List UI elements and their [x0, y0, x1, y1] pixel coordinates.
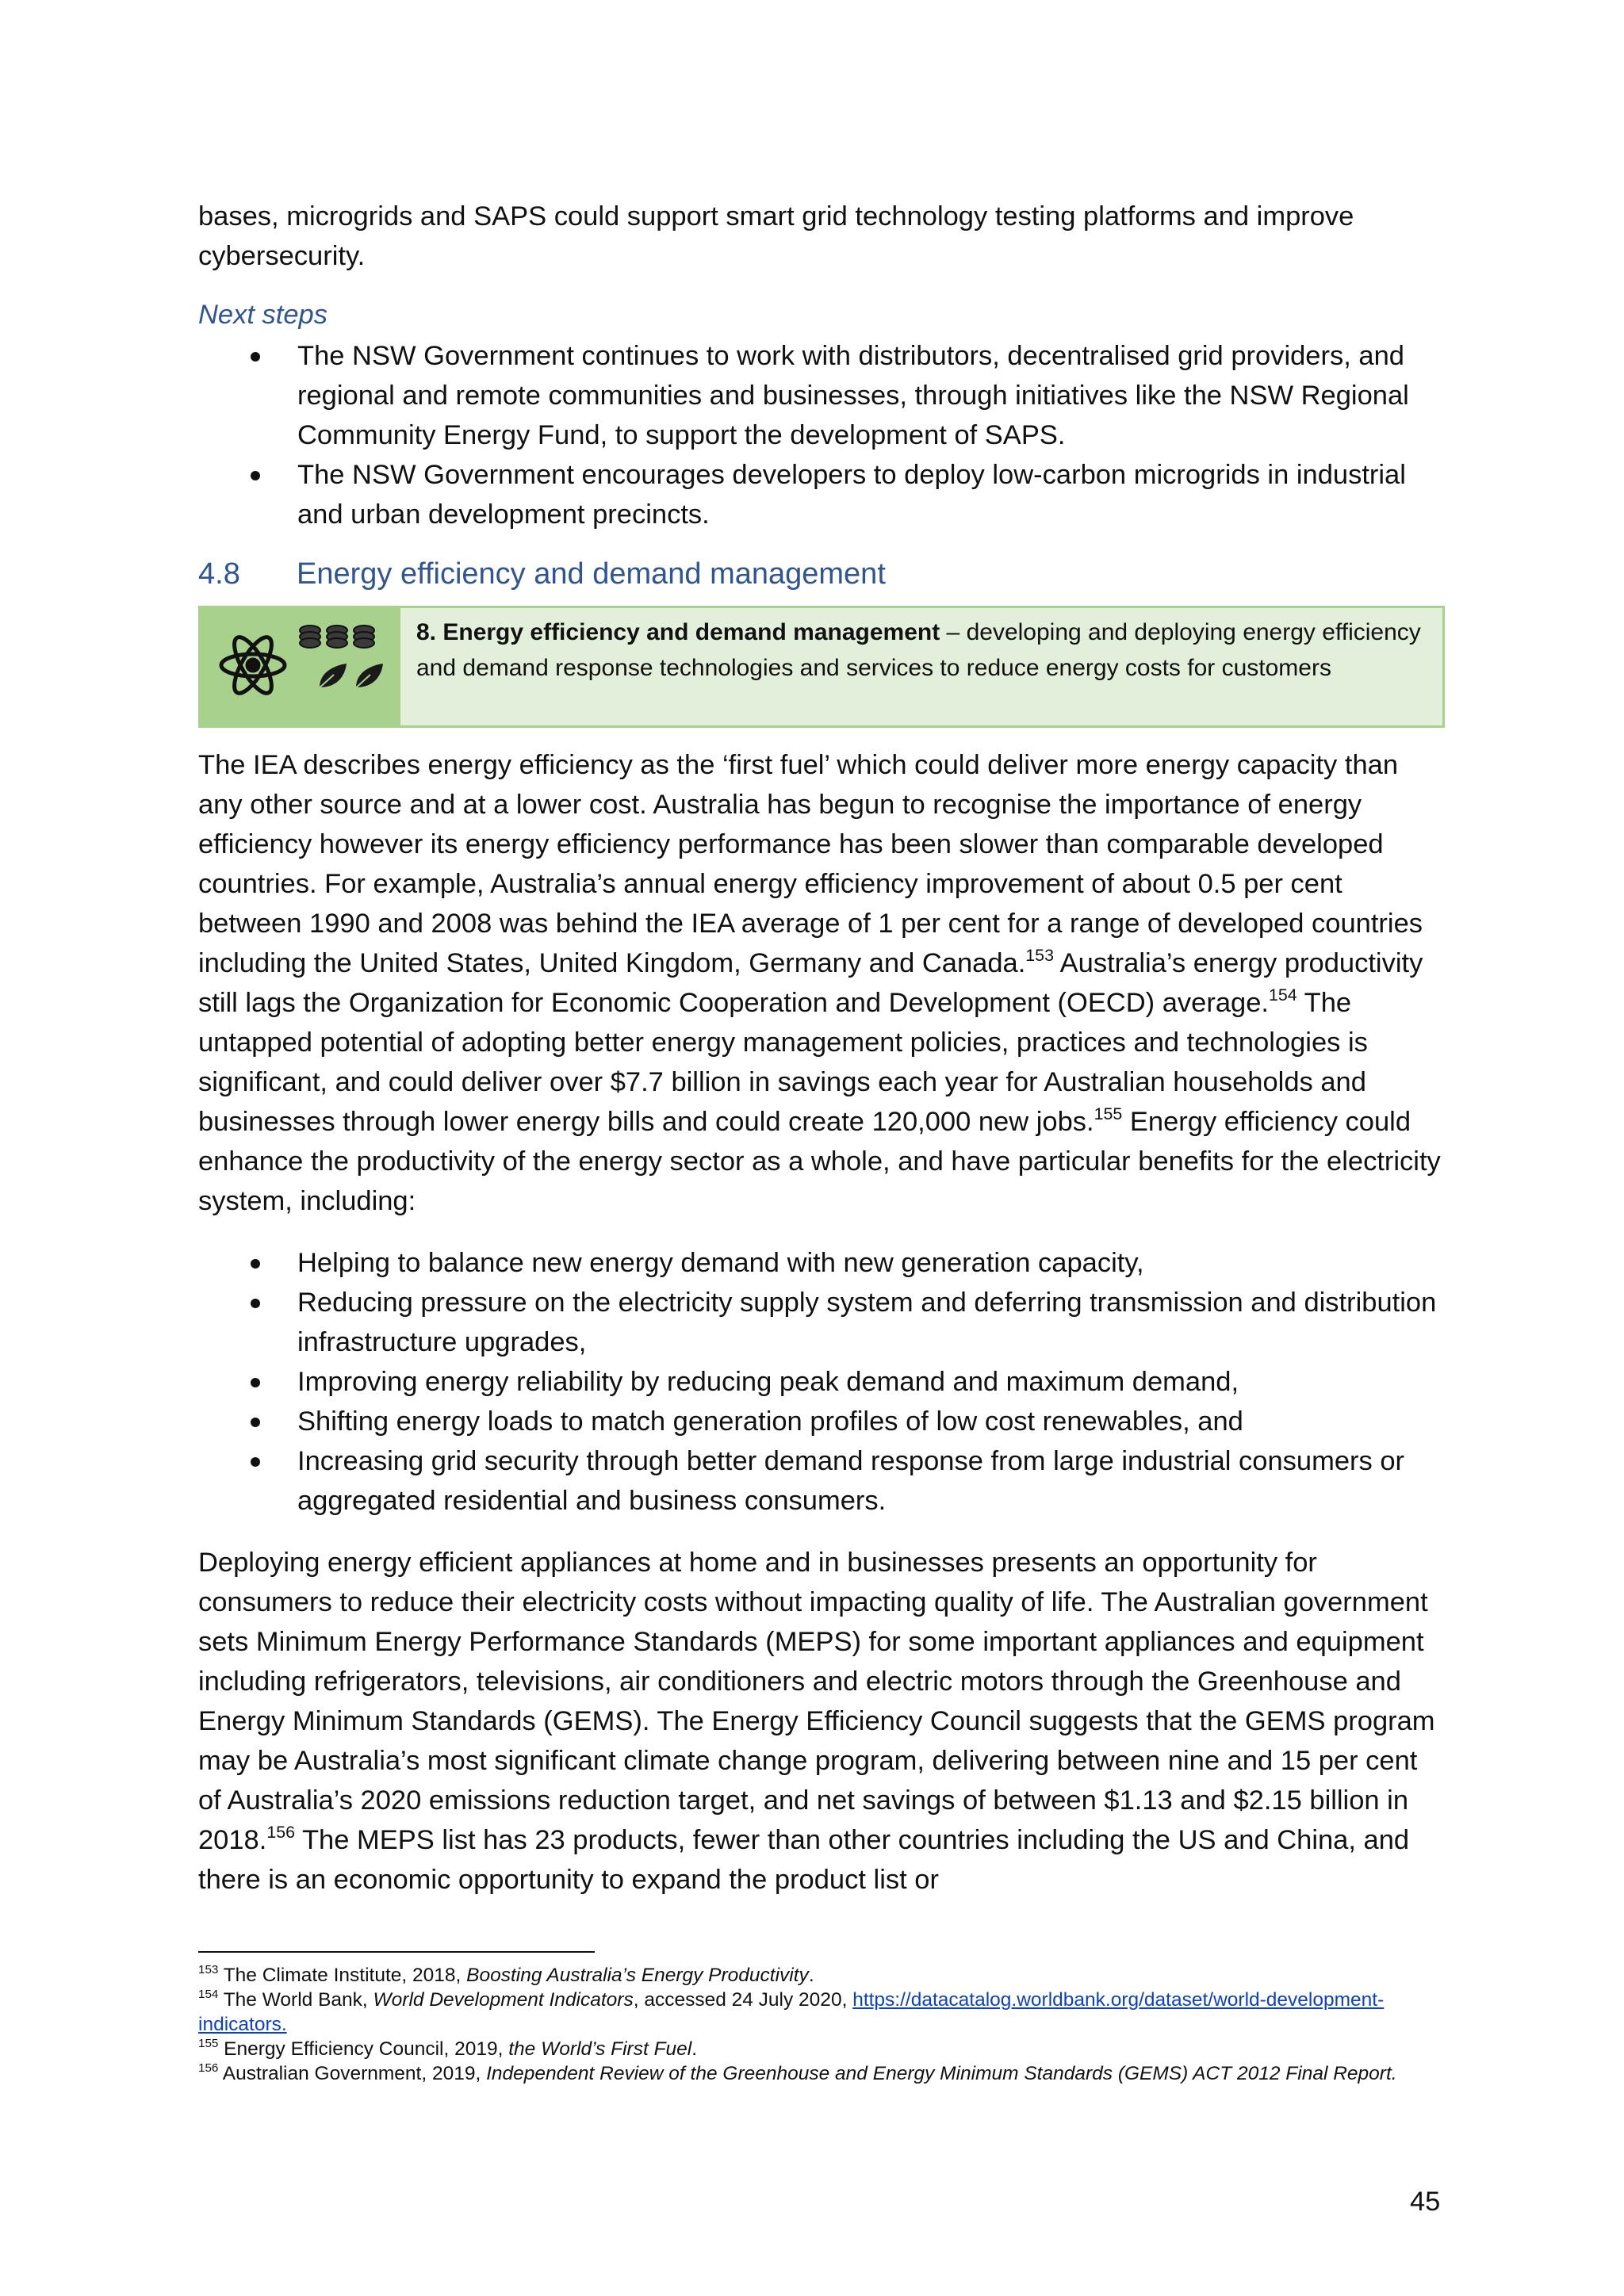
- section-heading: [198, 552, 1445, 596]
- bullet-icon: [251, 1418, 260, 1427]
- bullet-icon: [251, 1457, 260, 1467]
- footnote-ref[interactable]: 156: [266, 1823, 296, 1843]
- section-title: Energy efficiency and demand management: [297, 557, 886, 591]
- coins-icon: [300, 626, 374, 648]
- footnote-154: $^{154}$ The World Bank, World Development Indicators, accessed 24 July 2020, https://datacatalog.worldbank.org/dataset/world-development-indicators.: [198, 1988, 1385, 2035]
- callout-icons-svg: [201, 608, 400, 725]
- intro-continuation: bases, microgrids and SAPS could support smart grid technology testing platforms and improve cybersecurity.: [198, 201, 1354, 271]
- footnote-153: $^{153}$ The Climate Institute, 2018, Boosting Australia’s Energy Productivity.: [198, 1963, 814, 1986]
- bullet-icon: [251, 471, 260, 480]
- priority-callout: [198, 606, 1445, 728]
- bullet-icon: [251, 1259, 260, 1269]
- page-content: [198, 197, 1445, 1900]
- callout-rest: – developing and deploying energy efficiency and demand response technologies and services to reduce energy costs for customers: [416, 619, 1421, 681]
- list-item: Shifting energy loads to match generation profiles of low cost renewables, and: [198, 1402, 1445, 1441]
- callout-text: [400, 608, 1442, 725]
- footnotes: [198, 1963, 1451, 2086]
- footnote-ref[interactable]: 154: [1269, 985, 1297, 1005]
- next-steps-list: [198, 336, 1445, 534]
- footnote-156: $^{156}$ Australian Government, 2019, Independent Review of the Greenhouse and Energy Minimum Standards (GEMS) ACT 2012 Final Report.: [198, 2061, 1397, 2084]
- list-item: Helping to balance new energy demand with new generation capacity,: [198, 1243, 1445, 1283]
- spacer: [198, 1521, 1445, 1543]
- paragraph-first-fuel: The IEA describes energy efficiency as the ‘first fuel’ which could deliver more energy capacity than any other source and at a lower cost. Australia has begun to recognise the importance of energy efficiency however its energy efficiency performance has been slower than comparable developed countries. For example, Australia’s annual energy efficiency improvement of about 0.5 per cent between 1990 and 2008 was behind the IEA average of 1 per cent for a range of developed countries including the United States, United Kingdom, Germany and Canada.$^{153}$ Australia’s energy productivity still lags the Organization for Economic Cooperation and Development (OECD) average.$^{154}$ The untapped potential of adopting better energy management policies, practices and technologies is significant, and could deliver over $7.7 billion in savings each year for Australian households and businesses through lower energy bills and could create 120,000 new jobs.$^{155}$ Energy efficiency could enhance the productivity of the energy sector as a whole, and have particular benefits for the electricity system, including:: [198, 750, 1441, 1216]
- list-item: The NSW Government encourages developers to deploy low-carbon microgrids in industrial and urban development precincts.: [198, 455, 1445, 534]
- list-item: Reducing pressure on the electricity supply system and deferring transmission and distribution infrastructure upgrades,: [198, 1283, 1445, 1362]
- list-item: Improving energy reliability by reducing peak demand and maximum demand,: [198, 1362, 1445, 1402]
- bullet-icon: [251, 1299, 260, 1308]
- list-item: The NSW Government continues to work with distributors, decentralised grid providers, and regional and remote communities and businesses, through initiatives like the NSW Regional Community Energy Fund, to support the development of SAPS.: [198, 336, 1445, 455]
- callout-icon-panel: [201, 608, 400, 725]
- world-bank-link[interactable]: https://datacatalog.worldbank.org/dataset/world-development-indicators.: [198, 1989, 1385, 2035]
- list-item: Increasing grid security through better demand response from large industrial consumers or aggregated residential and business consumers.: [198, 1441, 1445, 1521]
- benefits-list: [198, 1243, 1445, 1521]
- spacer: [198, 1221, 1445, 1243]
- section-number: 4.8: [198, 557, 240, 591]
- bullet-icon: [251, 352, 260, 362]
- leaf-icon: [316, 664, 383, 691]
- callout-bold: 8. Energy efficiency and demand management: [416, 619, 940, 645]
- next-steps-heading: Next steps: [198, 300, 327, 330]
- footnote-155: $^{155}$ Energy Efficiency Council, 2019, the World’s First Fuel.: [198, 2037, 698, 2060]
- page-number: 45: [1410, 2187, 1441, 2217]
- atom-icon: [221, 632, 285, 698]
- footnote-ref[interactable]: 155: [1094, 1104, 1123, 1124]
- paragraph-meps: Deploying energy efficient appliances at home and in businesses presents an opportunity for consumers to reduce their electricity costs without impacting quality of life. The Australian government sets Minimum Energy Performance Standards (MEPS) for some important appliances and equipment including refrigerators, televisions, air conditioners and electric motors through the Greenhouse and Energy Minimum Standards (GEMS). The Energy Efficiency Council suggests that the GEMS program may be Australia’s most significant climate change program, delivering between nine and 15 per cent of Australia’s 2020 emissions reduction target, and net savings of between $1.13 and $2.15 billion in 2018.$^{156}$ The MEPS list has 23 products, fewer than other countries including the US and China, and there is an economic opportunity to expand the product list or: [198, 1548, 1435, 1895]
- footnote-ref[interactable]: 153: [1025, 946, 1054, 966]
- bullet-icon: [251, 1378, 260, 1387]
- footnote-divider: [198, 1951, 595, 1953]
